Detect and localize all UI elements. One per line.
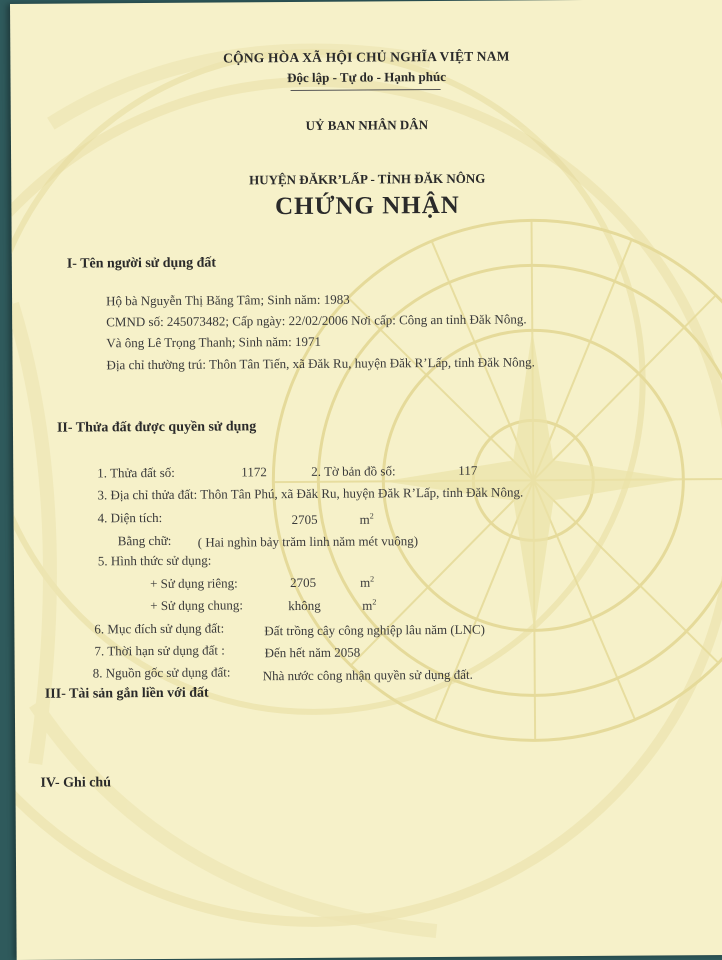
purpose-label: 6. Mục đích sử dụng đất:: [94, 620, 225, 637]
term-label: 7. Thời hạn sử dụng đất :: [94, 642, 225, 659]
section1-heading: I- Tên người sử dụng đất: [66, 255, 217, 272]
certificate-title: CHỨNG NHẬN: [274, 191, 460, 221]
area-label: 4. Diện tích:: [97, 509, 163, 526]
shared-use-value: không: [288, 597, 321, 614]
national-title: CỘNG HÒA XÃ HỘI CHỦ NGHĨA VIỆT NAM: [223, 48, 510, 66]
private-use-label: + Sử dụng riêng:: [149, 575, 238, 592]
map-value: 117: [458, 462, 478, 478]
id-card-line: CMND số: 245073482; Cấp ngày: 22/02/2006 Nơi cấp: Công an tỉnh Đăk Nông.: [106, 311, 527, 330]
parcel-address: 3. Địa chỉ thửa đất: Thôn Tân Phú, xã Đăk Ru, huyện Đăk R’Lấp, tỉnh Đăk Nông.: [97, 484, 524, 503]
purpose-value: Đất trồng cây công nghiệp lâu năm (LNC): [264, 621, 486, 639]
national-motto: Độc lập - Tự do - Hạnh phúc: [286, 68, 447, 86]
area-words-label: Bằng chữ:: [117, 532, 172, 549]
area-words: ( Hai nghìn bảy trăm linh năm mét vuông): [197, 533, 419, 550]
section3-heading: III- Tài sản gắn liền với đất: [44, 685, 209, 702]
district-name: HUYỆN ĐĂKR’LẤP - TỈNH ĐĂK NÔNG: [249, 170, 486, 188]
section2-heading: II- Thửa đất được quyền sử dụng: [56, 419, 257, 436]
owner-line: Hộ bà Nguyễn Thị Băng Tâm; Sinh năm: 1983: [106, 291, 350, 309]
map-label: 2. Tờ bản đồ số:: [311, 463, 396, 479]
shared-use-unit: $m^2$: [362, 597, 377, 613]
area-value: 2705: [291, 511, 318, 528]
co-owner-line: Và ông Lê Trọng Thanh; Sinh năm: 1971: [106, 333, 322, 351]
certificate-paper: [10, 0, 722, 960]
parcel-label: 1. Thửa đất số:: [97, 464, 175, 481]
origin-label: 8. Nguồn gốc sử dụng đất:: [92, 664, 231, 681]
committee-name: UỶ BAN NHÂN DÂN: [305, 117, 429, 133]
usage-form-label: 5. Hình thức sử dụng:: [97, 552, 212, 569]
address-line: Địa chỉ thường trú: Thôn Tân Tiến, xã Đăk Ru, huyện Đăk R’Lấp, tỉnh Đăk Nông.: [106, 354, 535, 373]
term-value: Đến hết năm 2058: [264, 644, 361, 661]
origin-value: Nhà nước công nhận quyền sử dụng đất.: [262, 666, 473, 684]
parcel-value: 1172: [241, 464, 267, 480]
private-use-unit: $m^2$: [359, 574, 375, 590]
shared-use-label: + Sử dụng chung:: [150, 597, 244, 614]
private-use-value: 2705: [289, 574, 317, 591]
area-unit: $m^2$: [359, 511, 374, 527]
section4-heading: IV- Ghi chú: [40, 775, 112, 791]
